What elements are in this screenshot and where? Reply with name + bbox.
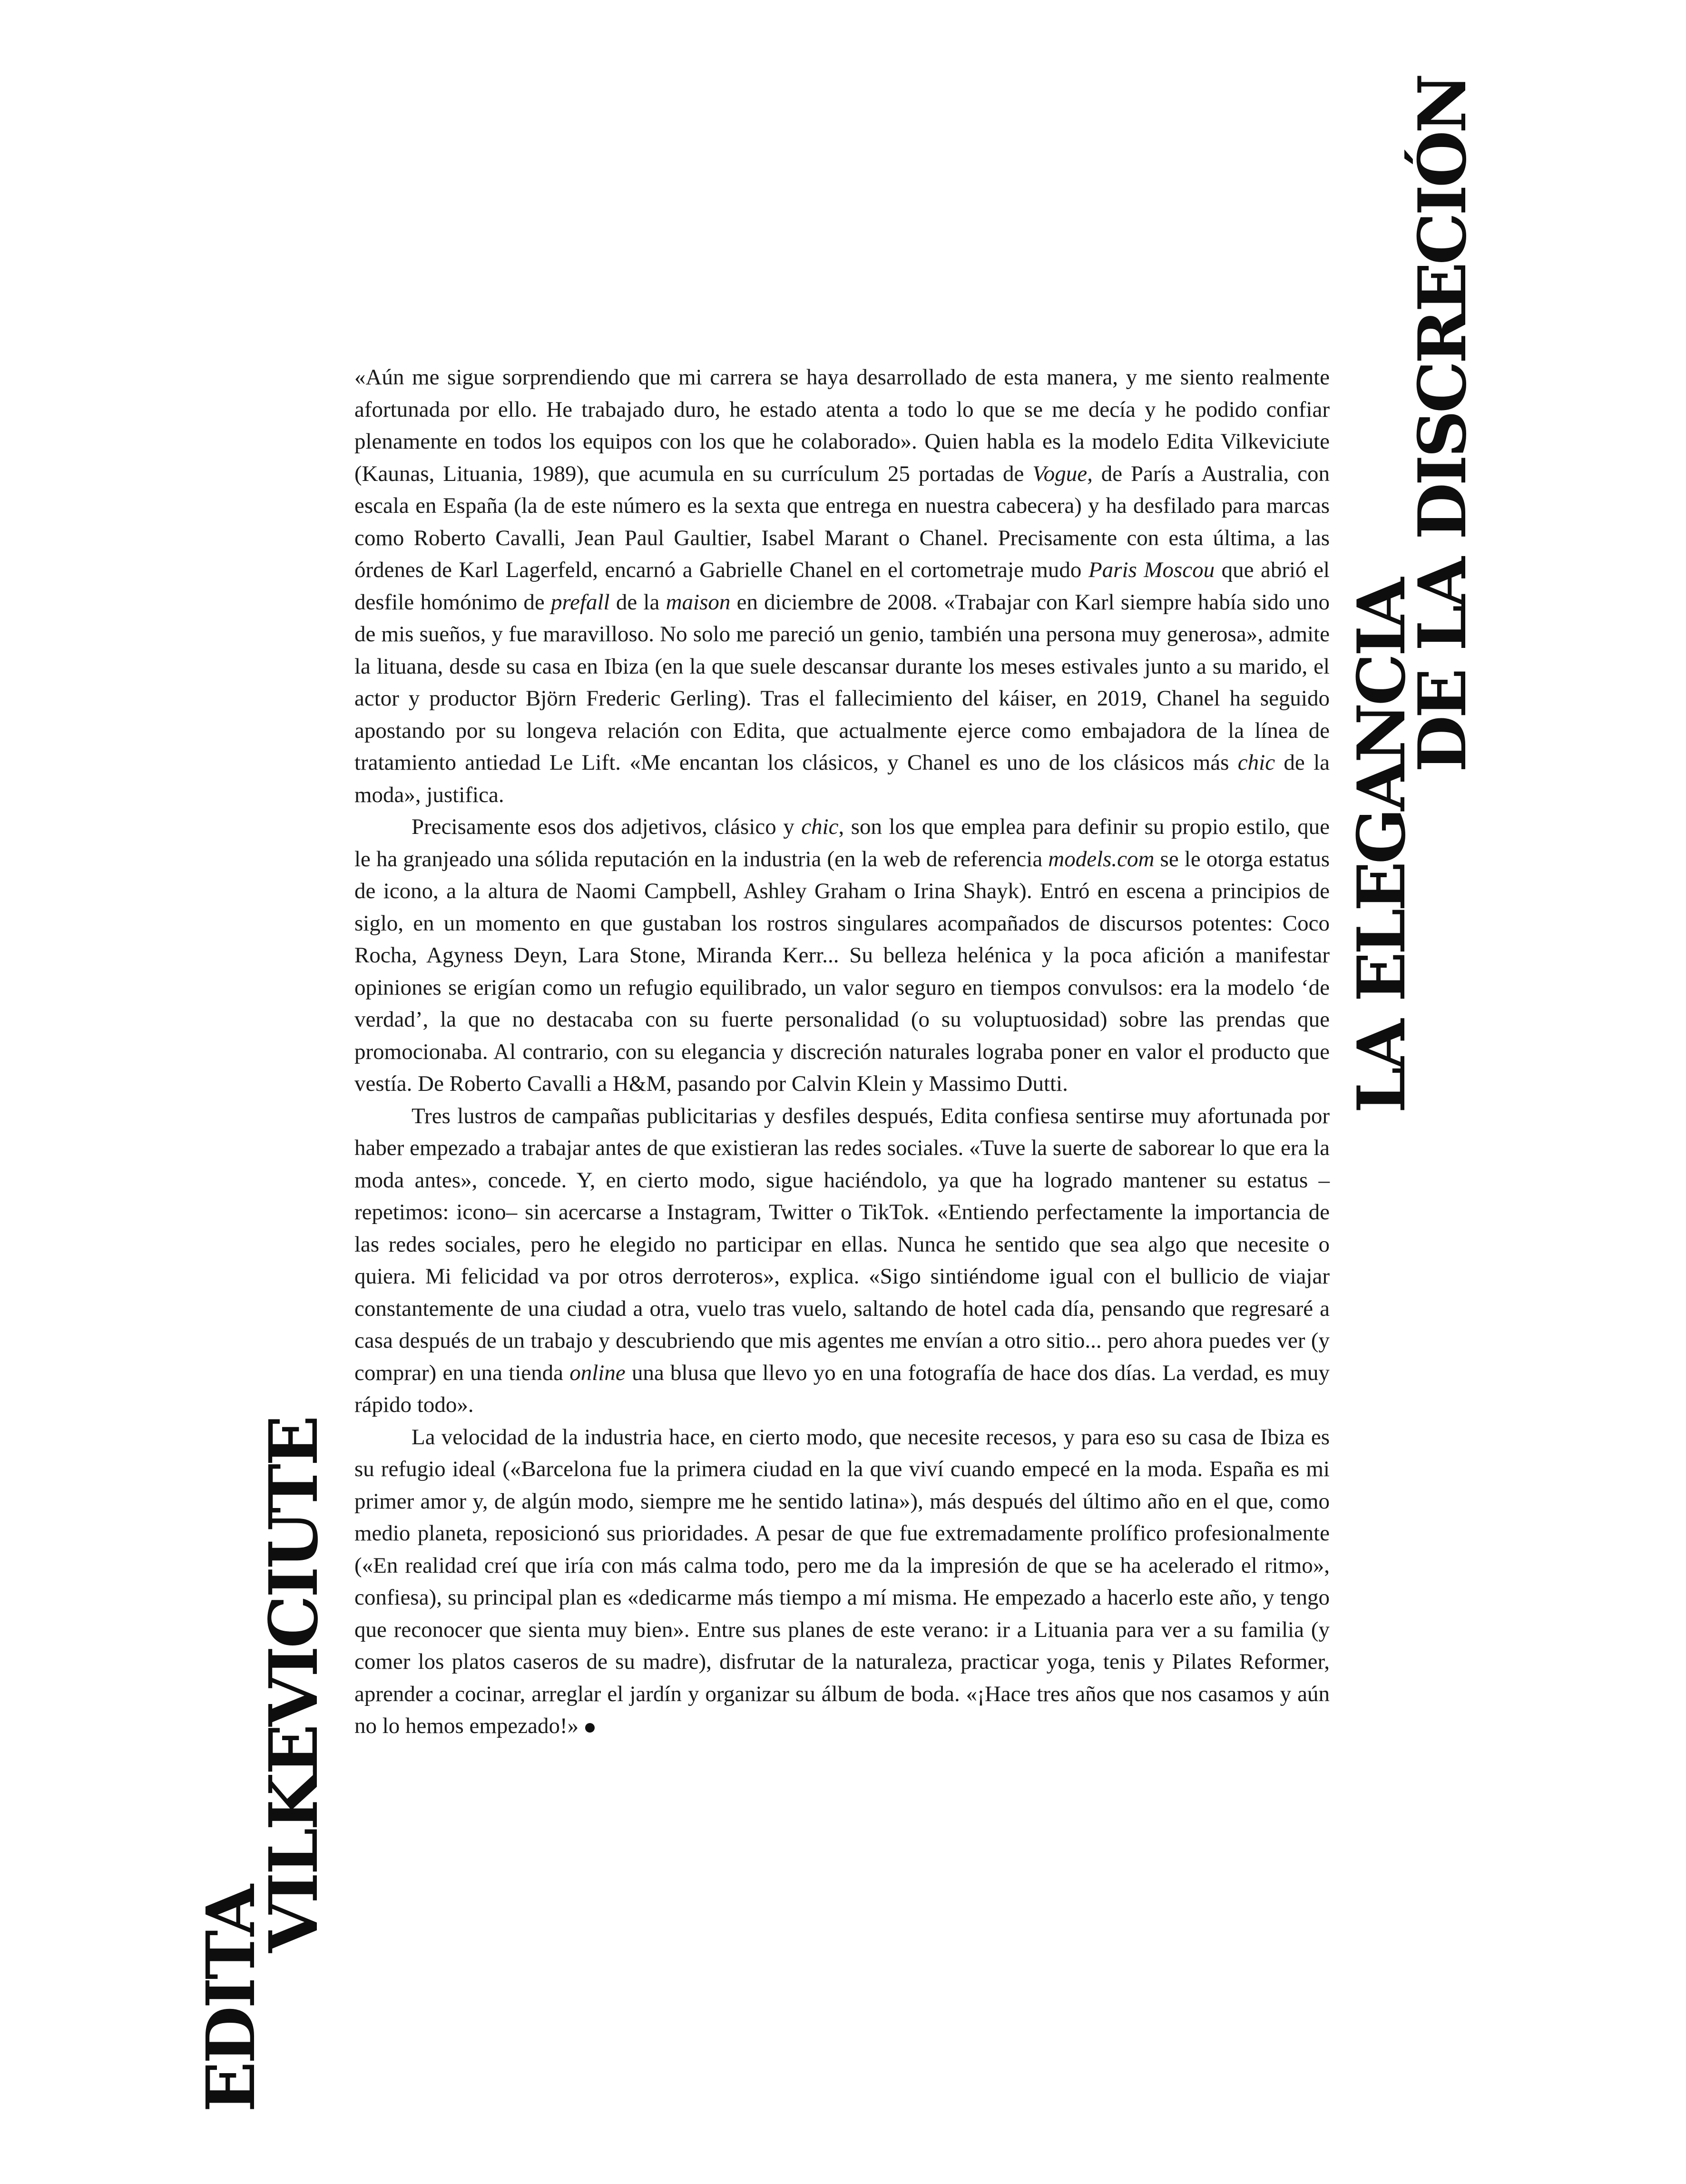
paragraph-3: Tres lustros de campañas publicitarias y desfiles después, Edita confiesa sentirse muy afortunada por haber empezado a trabajar antes de que existieran las redes sociales. «Tuve la suerte de saborear lo que era la moda antes», concede. Y, en cierto modo, sigue haciéndolo, ya que ha logrado mantener su estatus –repetimos: icono– sin acercarse a Instagram, Twitter o TikTok. «Entiendo perfectamente la importancia de las redes sociales, pero he elegido no participar en ellas. Nunca he sentido que sea algo que necesite o quiera. Mi felicidad va por otros derroteros», explica. «Sigo sintiéndome igual con el bullicio de viajar constantemente de una ciudad a otra, vuelo tras vuelo, saltando de hotel cada día, pensando que regresaré a casa después de un trabajo y descubriendo que mis agentes me envían a otro sitio... pero ahora puedes ver (y comprar) en una tienda online una blusa que llevo yo en una fotografía de hace dos días. La verdad, es muy rápido todo». [354, 1103, 1330, 1417]
headline-line-1: LA ELEGANCIA [1343, 580, 1420, 1113]
film-title: Paris Moscou [1088, 558, 1215, 582]
end-mark-icon [585, 1723, 595, 1733]
headline-line-2: DE LA DISCRECIÓN [1403, 76, 1481, 773]
paragraph-2: Precisamente esos dos adjetivos, clásico y chic, son los que emplea para definir su propio estilo, que le ha granjeado una sólida reputación en la industria (en la web de referencia models.com se le otorga estatus de icono, a la altura de Naomi Campbell, Ashley Graham o Irina Shayk). Entró en escena a principios de siglo, en un momento en que gustaban los rostros singulares acompañados de discursos potentes: Coco Rocha, Agyness Deyn, Lara Stone, Miranda Kerr... Su belleza helénica y la poca afición a manifestar opiniones se erigían como un refugio equilibrado, un valor seguro en tiempos convulsos: era la modelo ‘de verdad’, la que no destacaba con su fuerte personalidad (o su voluptuosidad) sobre las prendas que promocionaba. Al contrario, con su elegancia y discreción naturales lograba poner en valor el producto que vestía. De Roberto Cavalli a H&M, pasando por Calvin Klein y Massimo Dutti. [354, 814, 1330, 1096]
model-last-name: VILKEVICIUTE [255, 1418, 333, 1953]
paragraph-1: «Aún me sigue sorprendiendo que mi carrera se haya desarrollado de esta manera, y me siento realmente afortunada por ello. He trabajado duro, he estado atenta a todo lo que se me decía y he podido confiar plenamente en todos los equipos con los que he colaborado». Quien habla es la modelo Edita Vilkeviciute (Kaunas, Lituania, 1989), que acumula en su currículum 25 portadas de Vogue, de París a Australia, con escala en España (la de este número es la sexta que entrega en nuestra cabecera) y ha desfilado para marcas como Roberto Cavalli, Jean Paul Gaultier, Isabel Marant o Chanel. Precisamente con esta última, a las órdenes de Karl Lagerfeld, encarnó a Gabrielle Chanel en el cortometraje mudo Paris Moscou que abrió el desfile homónimo de prefall de la maison en diciembre de 2008. «Trabajar con Karl siempre había sido uno de mis sueños, y fue maravilloso. No solo me pareció un genio, también una persona muy generosa», admite la lituana, desde su casa en Ibiza (en la que suele descansar durante los meses estivales junto a su marido, el actor y productor Björn Frederic Gerling). Tras el fallecimiento del káiser, en 2019, Chanel ha seguido apostando por su longeva relación con Edita, que actualmente ejerce como embajadora de la línea de tratamiento antiedad Le Lift. «Me encantan los clásicos, y Chanel es uno de los clásicos más chic de la moda», justifica. [354, 365, 1330, 807]
article-body [354, 362, 1330, 1743]
headline [1343, 76, 1489, 1113]
paragraph-4: La velocidad de la industria hace, en cierto modo, que necesite recesos, y para eso su casa de Ibiza es su refugio ideal («Barcelona fue la primera ciudad en la que viví cuando empecé en la moda. España es mi primer amor y, de algún modo, siempre me he sentido latina»), más después del último año en el que, como medio planeta, reposicionó sus prioridades. A pesar de que fue extremadamente prolífico profesionalmente («En realidad creí que iría con más calma todo, pero me da la impresión de que se ha acelerado el ritmo», confiesa), su principal plan es «dedicarme más tiempo a mí misma. He empezado a hacerlo este año, y tengo que reconocer que sienta muy bien». Entre sus planes de este verano: ir a Lituania para ver a su familia (y comer los platos caseros de su madre), disfrutar de la naturaleza, practicar yoga, tenis y Pilates Reformer, aprender a cocinar, arreglar el jardín y organizar su álbum de boda. «¡Hace tres años que nos casamos y aún no lo hemos empezado!» [354, 1424, 1330, 1738]
model-first-name: EDITA [192, 1887, 270, 2112]
magazine-title: Vogue, [1032, 461, 1093, 486]
website-name: models.com [1048, 846, 1155, 872]
model-name [192, 1418, 343, 2112]
